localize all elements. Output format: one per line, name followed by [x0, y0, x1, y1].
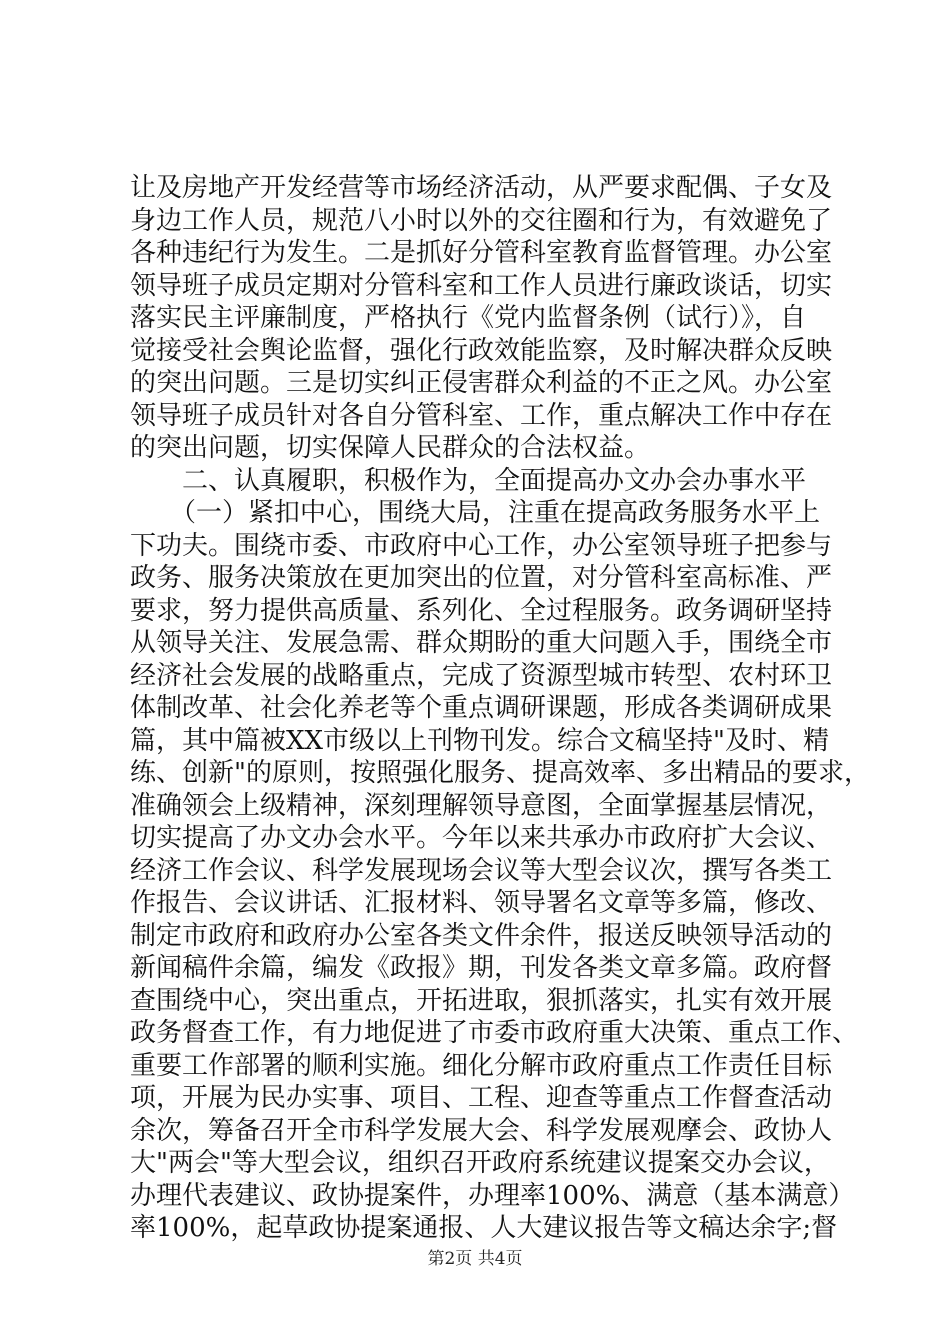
text-line: 重要工作部署的顺利实施。细化分解市政府重点工作责任目标 [130, 1050, 833, 1081]
text-line: 领导班子成员定期对分管科室和工作人员进行廉政谈话，切实 [130, 270, 833, 301]
text-line: 身边工作人员，规范八小时以外的交往圈和行为，有效避免了 [130, 205, 833, 236]
text-line: 的突出问题，切实保障人民群众的合法权益。 [130, 433, 651, 463]
text-line: 从领导关注、发展急需、群众期盼的重大问题入手，围绕全市 [130, 628, 833, 658]
text-line: 办理代表建议、政协提案件，办理率100%、满意（基本满意） [130, 1180, 855, 1211]
body-text [130, 172, 870, 1245]
text-line: 觉接受社会舆论监督，强化行政效能监察，及时解决群众反映 [130, 335, 833, 366]
text-line: 余次，筹备召开全市科学发展大会、科学发展观摩会、政协人 [130, 1115, 833, 1146]
text-line: 经济社会发展的战略重点，完成了资源型城市转型、农村环卫 [130, 660, 833, 691]
page-number-footer: 第2页 共4页 [427, 1249, 523, 1269]
text-line: 政务、服务决策放在更加突出的位置，对分管科室高标准、严 [130, 563, 833, 593]
text-line: 下功夫。围绕市委、市政府中心工作，办公室领导班子把参与 [130, 530, 833, 561]
text-line: 制定市政府和政府办公室各类文件余件，报送反映领导活动的 [130, 920, 833, 951]
text-line: 作报告、会议讲话、汇报材料、领导署名文章等多篇，修改、 [130, 888, 833, 918]
text-line: 新闻稿件余篇，编发《政报》期，刊发各类文章多篇。政府督 [130, 953, 833, 983]
text-line: 经济工作会议、科学发展现场会议等大型会议次，撰写各类工 [130, 855, 833, 886]
text-line: 要求，努力提供高质量、系列化、全过程服务。政务调研坚持 [130, 595, 833, 626]
section-heading: 二、认真履职，积极作为，全面提高办文办会办事水平 [182, 465, 807, 496]
text-line: 的突出问题。三是切实纠正侵害群众利益的不正之风。办公室 [130, 368, 833, 398]
subsection-heading: （一）紧扣中心，围绕大局，注重在提高政务服务水平上 [170, 498, 821, 528]
text-line: 领导班子成员针对各自分管科室、工作，重点解决工作中存在 [130, 400, 833, 431]
text-line: 查围绕中心，突出重点，开拓进取，狠抓落实，扎实有效开展 [130, 985, 833, 1016]
text-line: 体制改革、社会化养老等个重点调研课题，形成各类调研成果 [130, 693, 833, 723]
text-line: 政务督查工作，有力地促进了市委市政府重大决策、重点工作、 [130, 1018, 859, 1048]
text-line: 大"两会"等大型会议，组织召开政府系统建议提案交办会议， [130, 1148, 830, 1178]
text-line: 项，开展为民办实事、项目、工程、迎查等重点工作督查活动 [130, 1083, 833, 1113]
text-line: 篇，其中篇被XX市级以上刊物刊发。综合文稿坚持"及时、精 [130, 725, 829, 756]
text-line: 率100%，起草政协提案通报、人大建议报告等文稿达余字;督 [130, 1213, 838, 1243]
text-line: 切实提高了办文办会水平。今年以来共承办市政府扩大会议、 [130, 823, 833, 853]
text-line: 准确领会上级精神，深刻理解领导意图，全面掌握基层情况， [130, 790, 833, 821]
text-line: 练、创新"的原则，按照强化服务、提高效率、多出精品的要求， [130, 758, 870, 788]
text-line: 让及房地产开发经营等市场经济活动，从严要求配偶、子女及 [130, 173, 833, 203]
text-line: 各种违纪行为发生。二是抓好分管科室教育监督管理。办公室 [130, 238, 833, 268]
text-line: 落实民主评廉制度，严格执行《党内监督条例（试行）》，自 [130, 303, 807, 333]
